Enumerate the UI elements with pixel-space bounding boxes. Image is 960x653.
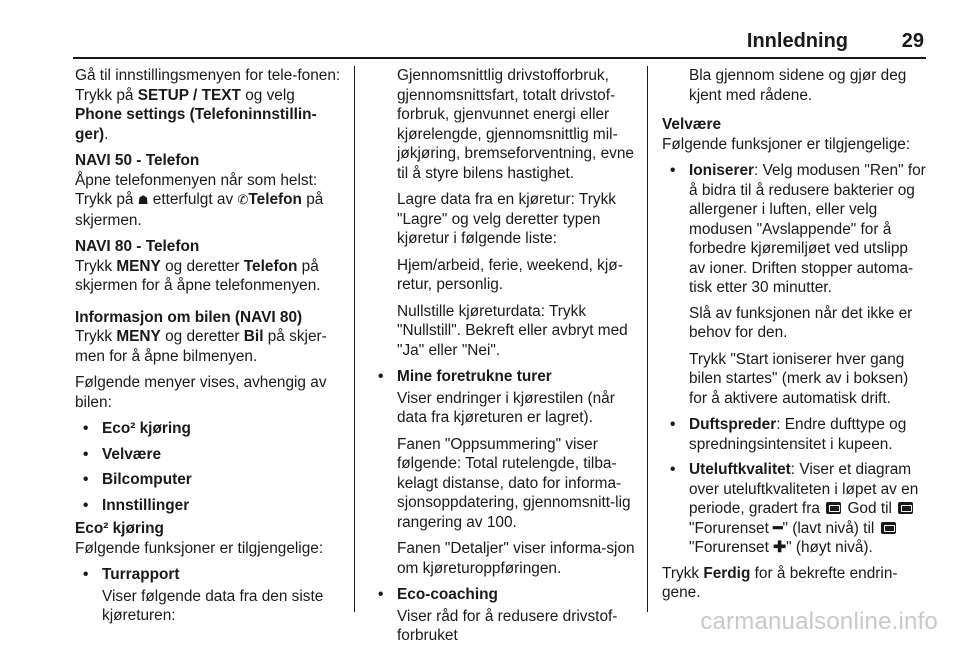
confirm-paragraph: Trykk Ferdig for å bekrefte endrin-gene. [662, 564, 898, 601]
menu-list-item: • Bilcomputer [83, 471, 192, 488]
turrapport-desc: Viser følgende data fra den siste kjøreturen: [102, 587, 324, 624]
navi80-heading: NAVI 80 - Telefon [75, 238, 200, 255]
favourite-trips-p1: Viser endringer i kjørestilen (når data fra kjøreturen er lagret). [397, 389, 615, 426]
air-high-pollution-icon [881, 522, 896, 534]
menu-list-item: • Eco² kjøring [83, 420, 191, 437]
phone-icon: ✆ [237, 192, 249, 207]
column-divider-1 [354, 66, 355, 612]
velvaere-heading: Velvære [662, 116, 722, 133]
home-icon: ☗ [137, 193, 149, 207]
ioniser-item: • Ioniserer: Velg modusen "Ren" for å bidra til å redusere bakterier og allergener i luften, eller velg modusen "Avslappende" for å forbedre kjøremiljøet ved utslipp av ioner. Driften stopper automa-tisk etter 30 minutter. [670, 162, 926, 296]
page-number: 29 [901, 30, 924, 52]
column-3 [662, 66, 928, 610]
air-good-icon [826, 502, 841, 514]
favourite-trips-p3: Fanen "Detaljer" viser informa-sjon om kjøreturoppføringen. [397, 540, 635, 577]
vehicle-info-heading: Informasjon om bilen (NAVI 80) [75, 308, 303, 326]
minus-icon: ━ [773, 519, 783, 537]
column-divider-2 [647, 66, 648, 612]
column-1 [75, 66, 345, 633]
eco-coaching-p1: Viser råd for å redusere drivstof-forbruket [397, 607, 618, 644]
plus-icon: ✚ [773, 539, 787, 556]
navi50-paragraph: Åpne telefonmenyen når som helst: Trykk på ☗ etterfulgt av ✆Telefon på skjermen. [75, 171, 324, 229]
navi80-paragraph: Trykk MENY og deretter Telefon på skjermen for å åpne telefonmenyen. [75, 257, 321, 294]
favourite-trips-p2: Fanen "Oppsummering" viser følgende: Total rutelengde, tilba-kelagt distanse, dato for informa-sjonsoppdatering, gjennomsnitt-lig rangering av 100. [397, 435, 631, 531]
air-low-pollution-icon [898, 502, 913, 514]
vehicle-info-paragraph: Trykk MENY og deretter Bil på skjer-men for å åpne bilmenyen. [75, 328, 327, 365]
menu-list-item: • Innstillinger [83, 496, 190, 514]
watermark: carmanualsonline.info [700, 608, 938, 635]
column-2 [370, 66, 635, 653]
browse-tips-paragraph: Bla gjennom sidene og gjør deg kjent med rådene. [689, 67, 907, 104]
trip-types-paragraph: Hjem/arbeid, ferie, weekend, kjø-retur, personlig. [397, 256, 623, 293]
ioniser-p3: Trykk "Start ioniserer hver gang bilen startes" (merk av i boksen) for å aktivere automatisk drift. [689, 350, 909, 407]
eco-intro: Følgende funksjoner er tilgjengelige: [75, 539, 324, 557]
header-rule [73, 57, 926, 59]
velvaere-intro: Følgende funksjoner er tilgjengelige: [662, 135, 911, 153]
chapter-title: Innledning [746, 30, 848, 52]
ioniser-p2: Slå av funksjonen når det ikke er behov for den. [689, 304, 913, 341]
menu-list-item: • Velvære [83, 445, 162, 463]
phone-settings-paragraph: Gå til innstillingsmenyen for tele-fonen: Trykk på SETUP / TEXT og velg Phone settings (Telefoninnstillin-ger). [75, 67, 341, 143]
reset-trip-paragraph: Nullstille kjøreturdata: Trykk "Nullstill". Bekreft eller avbryt med "Ja" eller "Nei". [397, 302, 628, 359]
navi50-heading: NAVI 50 - Telefon [75, 152, 200, 169]
air-quality-item: • Uteluftkvalitet: Viser et diagram over uteluftkvaliteten i løpet av en periode, gradert fra God til "Forurenset ━" (lavt nivå) til "Forurenset ✚" (høyt nivå). [670, 461, 919, 556]
eco-heading: Eco² kjøring [75, 520, 164, 537]
turrapport-item: • Turrapport [83, 566, 180, 583]
page-header [660, 32, 926, 60]
save-trip-paragraph: Lagre data fra en kjøretur: Trykk "Lagre" og velg deretter typen kjøretur i følgende liste: [397, 191, 616, 247]
eco-coaching-item: • Eco-coaching [378, 586, 498, 603]
favourite-trips-item: • Mine foretrukne turer [378, 368, 552, 385]
fragrance-item: • Duftspreder: Endre dufttype og spredningsintensitet i kupeen. [670, 416, 907, 453]
menus-intro: Følgende menyer vises, avhengig av bilen: [75, 374, 327, 411]
trip-data-paragraph: Gjennomsnittlig drivstofforbruk, gjennomsnittsfart, totalt drivstof-forbruk, gjenvunnet energi eller kjørelengde, gjennomsnittlig mil-jøkjøring, bremseforventning, evne til å styre bilens hastighet. [397, 67, 634, 182]
